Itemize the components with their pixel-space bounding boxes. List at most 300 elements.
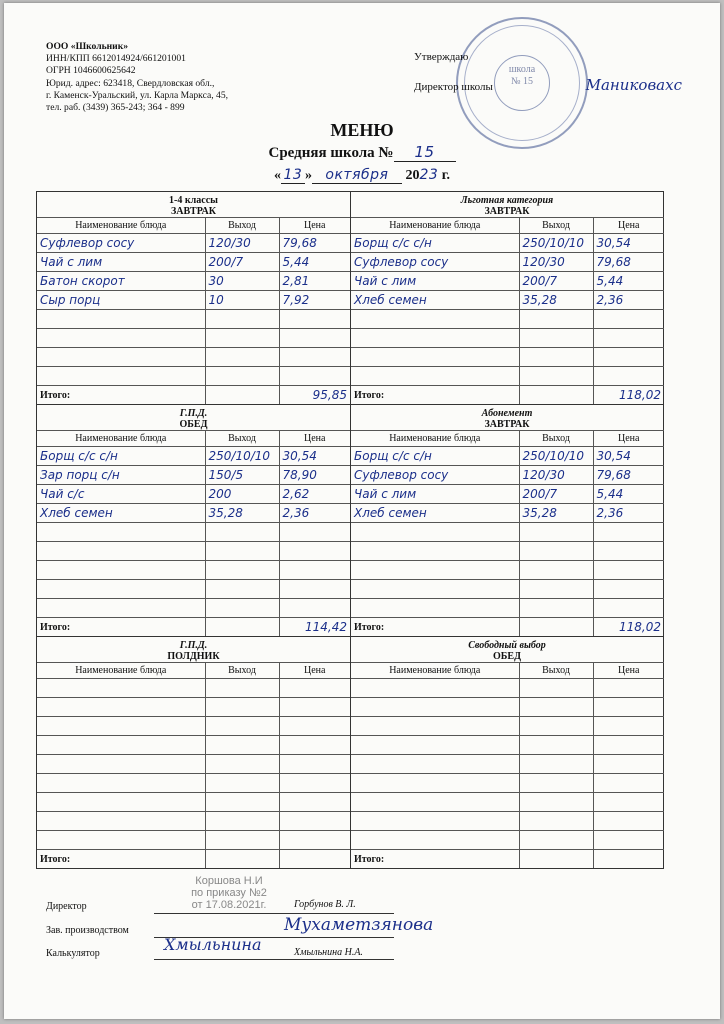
table-row <box>37 679 350 698</box>
table-header <box>351 431 664 447</box>
dish-output <box>519 580 593 599</box>
total-row <box>37 618 350 637</box>
org-phone: тел. раб. (3439) 365-243; 364 - 899 <box>46 102 185 114</box>
dish-price: 5,44 <box>593 272 664 291</box>
dish-output <box>205 755 279 774</box>
dish-name: Хлеб семен <box>351 291 519 310</box>
dish-price <box>593 580 664 599</box>
dish-name <box>37 736 205 755</box>
table-row <box>37 291 350 310</box>
dish-name: Борщ с/с с/н <box>351 234 519 253</box>
dish-price <box>593 329 664 348</box>
dish-output <box>519 329 593 348</box>
dish-price <box>593 679 664 698</box>
total-label: Итого: <box>351 618 519 637</box>
dish-output <box>519 542 593 561</box>
col-price-header: Цена <box>279 663 350 679</box>
dish-name <box>37 329 205 348</box>
org-address-2: г. Каменск-Уральский, ул. Карла Маркса, 45, <box>46 89 229 101</box>
table-header <box>351 663 664 679</box>
school-prefix: Средняя школа № <box>268 145 394 161</box>
dish-name <box>351 736 519 755</box>
dish-name: Чай с/с <box>37 485 205 504</box>
table-row <box>37 272 350 291</box>
panel-group: Абонемент <box>481 408 533 419</box>
date-open: « <box>273 168 281 183</box>
table-row <box>37 329 350 348</box>
col-out-header: Выход <box>519 218 593 234</box>
dish-output <box>205 329 279 348</box>
dish-output <box>205 523 279 542</box>
dish-output <box>205 310 279 329</box>
dish-name <box>37 523 205 542</box>
dish-name: Зар порц с/н <box>37 466 205 485</box>
menu-panel-gpd-lunch <box>37 405 350 636</box>
total-row <box>351 850 664 869</box>
menu-panel-gpd-snack <box>37 637 350 868</box>
col-price-header: Цена <box>279 431 350 447</box>
dish-price <box>279 367 350 386</box>
dish-output: 250/10/10 <box>519 234 593 253</box>
menu-table <box>351 217 664 404</box>
dish-price <box>593 812 664 831</box>
dish-name <box>351 698 519 717</box>
order-note-line-1: Коршова Н.И <box>195 875 263 887</box>
menu-panel-subscription-breakfast <box>350 405 663 636</box>
col-name-header: Наименование блюда <box>351 431 519 447</box>
table-row <box>37 504 350 523</box>
total-row <box>37 386 350 405</box>
dish-name: Суфлевор сосу <box>351 253 519 272</box>
org-address-1: Юрид. адрес: 623418, Свердловская обл., <box>46 77 215 89</box>
total-row <box>351 386 664 405</box>
dish-price <box>279 348 350 367</box>
table-header <box>351 218 664 234</box>
dish-price <box>279 774 350 793</box>
dish-price <box>279 542 350 561</box>
dish-name <box>37 367 205 386</box>
approve-director-line <box>414 71 682 101</box>
dish-price: 2,36 <box>593 504 664 523</box>
table-row <box>351 348 664 367</box>
table-row <box>37 447 350 466</box>
director-sign-line <box>154 913 394 914</box>
footer-director-label: Директор <box>46 901 87 912</box>
menu-table <box>37 217 350 404</box>
total-label: Итого: <box>351 850 519 869</box>
dish-price <box>593 523 664 542</box>
dish-price <box>593 755 664 774</box>
table-row <box>37 736 350 755</box>
dish-output: 120/30 <box>205 234 279 253</box>
col-out-header: Выход <box>205 431 279 447</box>
dish-output <box>205 367 279 386</box>
table-row <box>351 580 664 599</box>
dish-name: Борщ с/с с/н <box>351 447 519 466</box>
table-row <box>351 523 664 542</box>
date-month: октября <box>312 167 402 184</box>
col-out-header: Выход <box>519 431 593 447</box>
production-signature: Мухаметзянова <box>284 915 434 935</box>
panel-heading <box>351 192 663 217</box>
dish-price <box>593 367 664 386</box>
table-row <box>37 698 350 717</box>
col-price-header: Цена <box>593 663 664 679</box>
dish-output: 250/10/10 <box>205 447 279 466</box>
total-row <box>351 618 664 637</box>
dish-output <box>519 755 593 774</box>
dish-output: 120/30 <box>519 253 593 272</box>
dish-price: 30,54 <box>593 234 664 253</box>
dish-price <box>279 831 350 850</box>
dish-output <box>205 580 279 599</box>
dish-output <box>519 793 593 812</box>
dish-output <box>519 679 593 698</box>
dish-output <box>205 717 279 736</box>
dish-output: 200 <box>205 485 279 504</box>
org-inn: ИНН/КПП 6612014924/661201001 <box>46 53 186 65</box>
dish-name <box>351 831 519 850</box>
dish-output: 10 <box>205 291 279 310</box>
menu-table <box>351 662 664 868</box>
total-spacer <box>205 618 279 637</box>
panel-meal: ЗАВТРАК <box>484 419 530 430</box>
table-row <box>351 367 664 386</box>
table-row <box>351 447 664 466</box>
dish-price: 5,44 <box>593 485 664 504</box>
dish-output <box>519 599 593 618</box>
table-row <box>37 755 350 774</box>
dish-output: 200/7 <box>519 272 593 291</box>
page-title: МЕНЮ <box>330 120 394 140</box>
table-row <box>351 253 664 272</box>
table-row <box>37 466 350 485</box>
dish-output: 200/7 <box>519 485 593 504</box>
dish-name <box>351 774 519 793</box>
panel-heading <box>37 637 350 662</box>
dish-price: 30,54 <box>593 447 664 466</box>
dish-name <box>37 679 205 698</box>
dish-output <box>519 523 593 542</box>
panel-heading <box>351 637 663 662</box>
order-note-line-2: по приказу №2 <box>191 887 267 899</box>
dish-name: Хлеб семен <box>37 504 205 523</box>
table-row <box>37 793 350 812</box>
dish-name <box>351 580 519 599</box>
dish-output <box>519 812 593 831</box>
dish-name <box>37 793 205 812</box>
dish-name <box>37 561 205 580</box>
total-value <box>279 850 350 869</box>
dish-output <box>519 831 593 850</box>
dish-name: Суфлевор сосу <box>351 466 519 485</box>
stamp-school: школа <box>508 64 536 75</box>
table-row <box>351 831 664 850</box>
table-row <box>37 774 350 793</box>
col-price-header: Цена <box>593 431 664 447</box>
col-name-header: Наименование блюда <box>351 218 519 234</box>
total-row <box>37 850 350 869</box>
org-ogrn: ОГРН 1046600625642 <box>46 65 136 77</box>
table-row <box>37 367 350 386</box>
table-row <box>351 466 664 485</box>
dish-price <box>593 599 664 618</box>
col-name-header: Наименование блюда <box>351 663 519 679</box>
dish-output <box>205 561 279 580</box>
org-name: ООО «Школьник» <box>46 41 129 52</box>
table-row <box>351 485 664 504</box>
dish-output <box>205 679 279 698</box>
col-out-header: Выход <box>519 663 593 679</box>
total-label: Итого: <box>37 386 205 405</box>
table-row <box>351 542 664 561</box>
menu-panel-primary-breakfast <box>37 192 350 404</box>
total-spacer <box>519 850 593 869</box>
dish-price <box>593 793 664 812</box>
dish-price <box>593 542 664 561</box>
dish-price <box>593 831 664 850</box>
dish-name <box>351 348 519 367</box>
panel-meal: ПОЛДНИК <box>167 651 220 662</box>
dish-output <box>519 310 593 329</box>
table-row <box>37 812 350 831</box>
order-note <box>174 875 284 911</box>
dish-output <box>519 717 593 736</box>
dish-output: 35,28 <box>519 504 593 523</box>
school-number: 15 <box>394 143 456 162</box>
total-spacer <box>519 618 593 637</box>
dish-name <box>351 310 519 329</box>
dish-name: Борщ с/с с/н <box>37 447 205 466</box>
total-value: 114,42 <box>279 618 350 637</box>
table-row <box>351 736 664 755</box>
panel-heading <box>351 405 663 430</box>
dish-name <box>37 717 205 736</box>
table-row <box>37 253 350 272</box>
total-value: 95,85 <box>279 386 350 405</box>
table-row <box>351 310 664 329</box>
organization-details <box>46 41 228 114</box>
panel-group: Г.П.Д. <box>179 640 208 651</box>
dish-name: Чай с лим <box>351 485 519 504</box>
stamp-number: № 15 <box>510 76 534 87</box>
dish-price: 30,54 <box>279 447 350 466</box>
dish-price <box>593 736 664 755</box>
dish-output <box>205 599 279 618</box>
dish-name: Суфлевор сосу <box>37 234 205 253</box>
dish-output <box>519 367 593 386</box>
dish-price <box>593 561 664 580</box>
table-row <box>37 310 350 329</box>
dish-name <box>37 599 205 618</box>
footer-calc-name: Хмыльнина Н.А. <box>294 947 363 958</box>
panel-heading <box>37 192 350 217</box>
dish-output: 35,28 <box>205 504 279 523</box>
dish-name <box>351 542 519 561</box>
dish-output <box>519 736 593 755</box>
date-line <box>4 167 720 184</box>
footer-director-row <box>46 901 87 912</box>
dish-output: 200/7 <box>205 253 279 272</box>
dish-name: Чай с лим <box>351 272 519 291</box>
dish-name <box>351 679 519 698</box>
panel-heading <box>37 405 350 430</box>
footer-director-name: Горбунов В. Л. <box>294 899 356 910</box>
director-signature: Маниковахс <box>585 76 682 94</box>
dish-name: Батон скорот <box>37 272 205 291</box>
table-row <box>351 755 664 774</box>
approve-director-label: Директор школы <box>414 81 493 93</box>
dish-price <box>279 793 350 812</box>
dish-output <box>205 348 279 367</box>
table-row <box>351 812 664 831</box>
dish-price: 2,36 <box>279 504 350 523</box>
menu-panel-free-choice-lunch <box>350 637 663 868</box>
footer-calc-label: Калькулятор <box>46 948 100 959</box>
dish-name <box>37 698 205 717</box>
dish-price <box>279 717 350 736</box>
col-out-header: Выход <box>205 218 279 234</box>
dish-output: 150/5 <box>205 466 279 485</box>
dish-price <box>593 774 664 793</box>
dish-name <box>351 329 519 348</box>
calc-sign-line <box>154 959 394 960</box>
dish-output: 250/10/10 <box>519 447 593 466</box>
total-label: Итого: <box>37 618 205 637</box>
table-row <box>351 291 664 310</box>
table-row <box>37 599 350 618</box>
total-label: Итого: <box>37 850 205 869</box>
dish-price: 78,90 <box>279 466 350 485</box>
dish-name <box>351 561 519 580</box>
dish-name: Чай с лим <box>37 253 205 272</box>
dish-price: 5,44 <box>279 253 350 272</box>
dish-output <box>205 774 279 793</box>
dish-output <box>205 793 279 812</box>
dish-price <box>279 329 350 348</box>
total-spacer <box>205 386 279 405</box>
dish-name <box>351 812 519 831</box>
table-row <box>37 717 350 736</box>
dish-name <box>351 523 519 542</box>
col-price-header: Цена <box>593 218 664 234</box>
dish-name <box>37 348 205 367</box>
panel-meal: ОБЕД <box>179 419 208 430</box>
date-mid: » <box>304 168 312 183</box>
dish-output <box>205 831 279 850</box>
col-out-header: Выход <box>205 663 279 679</box>
table-row <box>351 504 664 523</box>
panel-group: Льготная категория <box>460 195 554 206</box>
dish-name <box>351 367 519 386</box>
dish-output <box>519 561 593 580</box>
dish-name <box>37 774 205 793</box>
dish-price <box>279 755 350 774</box>
dish-output <box>519 698 593 717</box>
dish-output <box>205 542 279 561</box>
menu-row-2 <box>37 405 663 637</box>
dish-price <box>593 310 664 329</box>
col-price-header: Цена <box>279 218 350 234</box>
dish-name <box>351 599 519 618</box>
panel-meal: ЗАВТРАК <box>484 206 530 217</box>
table-row <box>351 679 664 698</box>
dish-price: 7,92 <box>279 291 350 310</box>
dish-name <box>351 793 519 812</box>
table-row <box>37 234 350 253</box>
dish-output: 30 <box>205 272 279 291</box>
dish-name <box>37 755 205 774</box>
panel-group: Г.П.Д. <box>179 408 208 419</box>
dish-price <box>279 698 350 717</box>
dish-output <box>205 736 279 755</box>
dish-name: Хлеб семен <box>351 504 519 523</box>
dish-price <box>279 812 350 831</box>
menu-table <box>37 430 350 636</box>
dish-name <box>37 310 205 329</box>
dish-price <box>279 580 350 599</box>
table-row <box>37 485 350 504</box>
calc-signature: Хмыльнина <box>164 935 262 954</box>
dish-output <box>519 774 593 793</box>
menu-grid <box>36 191 664 869</box>
col-name-header: Наименование блюда <box>37 218 205 234</box>
year-end: г. <box>441 168 451 183</box>
total-value <box>593 850 664 869</box>
panel-meal: ОБЕД <box>493 651 521 662</box>
panel-group: 1-4 классы <box>169 195 218 206</box>
table-row <box>37 348 350 367</box>
dish-price: 79,68 <box>593 253 664 272</box>
dish-price <box>593 348 664 367</box>
approve-label: Утверждаю <box>414 51 469 63</box>
table-row <box>351 234 664 253</box>
approval-block <box>414 43 682 101</box>
year-prefix: 20 <box>405 168 420 183</box>
dish-output <box>205 812 279 831</box>
table-row <box>37 831 350 850</box>
dish-name <box>37 542 205 561</box>
order-note-line-3: от 17.08.2021г. <box>191 899 267 911</box>
table-row <box>37 523 350 542</box>
dish-output: 35,28 <box>519 291 593 310</box>
table-row <box>351 698 664 717</box>
table-row <box>37 580 350 599</box>
table-header <box>37 431 350 447</box>
dish-price: 79,68 <box>279 234 350 253</box>
panel-group: Свободный выбор <box>468 640 546 651</box>
year-suffix: 23 <box>419 167 439 183</box>
menu-document <box>4 3 720 1019</box>
total-value: 118,02 <box>593 386 664 405</box>
dish-price: 2,81 <box>279 272 350 291</box>
menu-table <box>351 430 664 636</box>
table-row <box>351 774 664 793</box>
school-line <box>4 143 720 162</box>
menu-row-3 <box>37 637 663 868</box>
dish-output <box>205 698 279 717</box>
footer-production-label: Зав. производством <box>46 925 129 936</box>
dish-price <box>279 736 350 755</box>
table-row <box>351 793 664 812</box>
col-name-header: Наименование блюда <box>37 431 205 447</box>
dish-name: Сыр порц <box>37 291 205 310</box>
dish-price <box>279 561 350 580</box>
dish-price <box>279 310 350 329</box>
dish-output: 120/30 <box>519 466 593 485</box>
table-row <box>351 561 664 580</box>
dish-output <box>519 348 593 367</box>
